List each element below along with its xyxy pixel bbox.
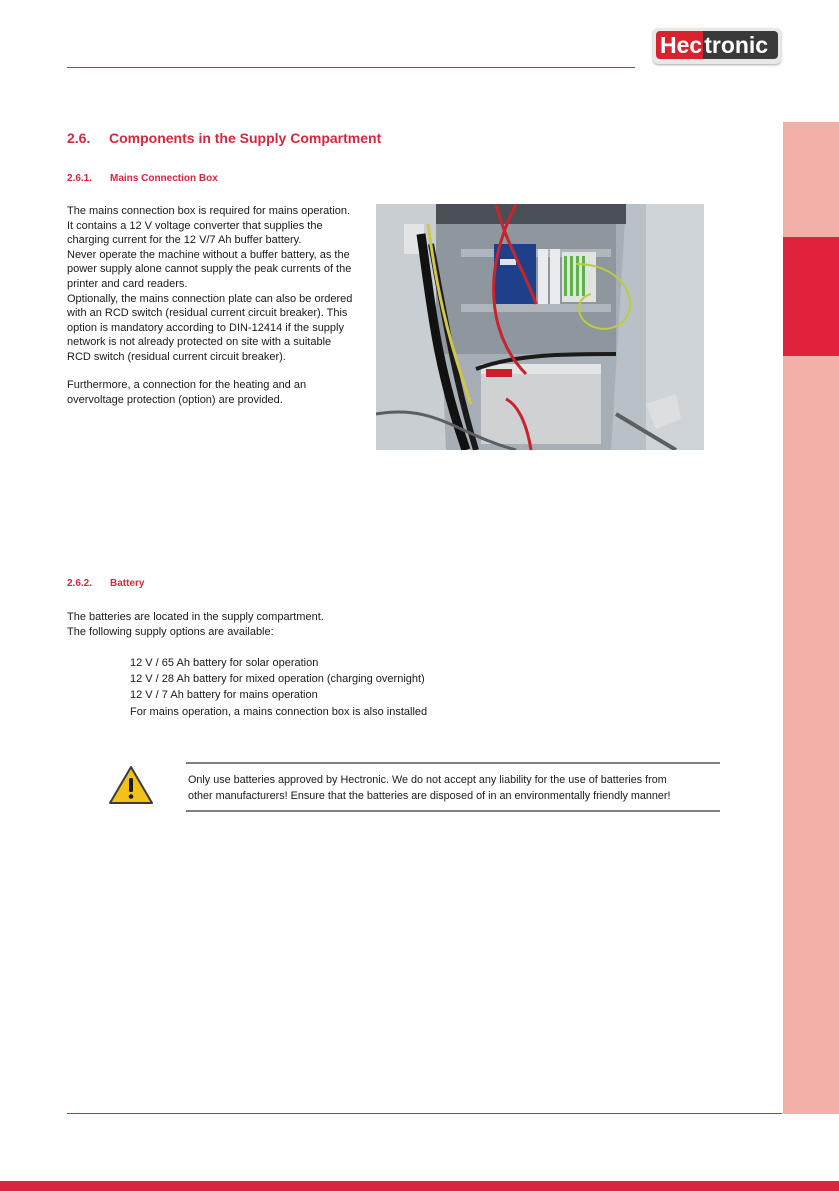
- battery-intro: [67, 610, 324, 639]
- mains-additional: [67, 378, 306, 407]
- text-line: printer and card readers.: [67, 277, 188, 290]
- header-rule: [67, 67, 635, 68]
- footer-band: [0, 1181, 839, 1191]
- text-line: Optionally, the mains connection plate can also be ordered: [67, 292, 353, 305]
- text-line: RCD switch (residual current circuit breaker).: [67, 350, 286, 363]
- hectronic-logo: [653, 28, 781, 64]
- battery-options-list: [130, 655, 427, 720]
- warning-triangle-icon: [108, 765, 154, 810]
- text-line: overvoltage protection (option) are provided.: [67, 393, 283, 406]
- text-line: Furthermore, a connection for the heating and an: [67, 379, 307, 391]
- text-line: network is not already protected on site with a suitable: [67, 336, 332, 349]
- logo-text-dark: tronic: [703, 31, 778, 59]
- text-line: Only use batteries approved by Hectronic. We do not accept any liability for the use of batteries from: [188, 774, 667, 786]
- text-line: power supply alone cannot supply the peak currents of the: [67, 263, 352, 276]
- subsection-number: 2.6.2.: [67, 578, 93, 589]
- section-heading: [67, 130, 381, 146]
- text-line: with an RCD switch (residual current circuit breaker). This: [67, 307, 348, 320]
- warning-notice: [186, 762, 720, 812]
- subsection-title: Mains Connection Box: [110, 173, 218, 184]
- text-line: Never operate the machine without a buffer battery, as the: [67, 248, 350, 261]
- list-item: 12 V / 28 Ah battery for mixed operation (charging overnight): [130, 673, 425, 686]
- chapter-side-tab-active: [783, 237, 839, 356]
- section-number: 2.6.: [67, 130, 91, 146]
- subsection-heading-battery: [67, 578, 144, 589]
- logo-text-red: Hec: [656, 31, 703, 59]
- subsection-heading-mains: [67, 173, 218, 184]
- text-line: charging current for the 12 V/7 Ah buffer battery.: [67, 234, 302, 247]
- text-line: The mains connection box is required for mains operation.: [67, 205, 351, 217]
- list-item: For mains operation, a mains connection box is also installed: [130, 705, 428, 718]
- warning-text: [188, 772, 671, 804]
- text-line: The following supply options are available:: [67, 625, 274, 638]
- text-line: other manufacturers! Ensure that the batteries are disposed of in an environmentally friendly manner!: [188, 790, 671, 802]
- list-item: 12 V / 7 Ah battery for mains operation: [130, 689, 318, 702]
- text-line: It contains a 12 V voltage converter that supplies the: [67, 219, 323, 232]
- section-title: Components in the Supply Compartment: [109, 130, 382, 146]
- list-item: 12 V / 65 Ah battery for solar operation: [130, 657, 319, 669]
- footer-rule: [67, 1113, 782, 1114]
- mains-description: [67, 204, 352, 365]
- supply-compartment-photo: [376, 204, 704, 450]
- subsection-title: Battery: [110, 578, 145, 589]
- text-line: option is mandatory according to DIN-12414 if the supply: [67, 321, 344, 334]
- text-line: The batteries are located in the supply compartment.: [67, 611, 324, 623]
- subsection-number: 2.6.1.: [67, 173, 93, 184]
